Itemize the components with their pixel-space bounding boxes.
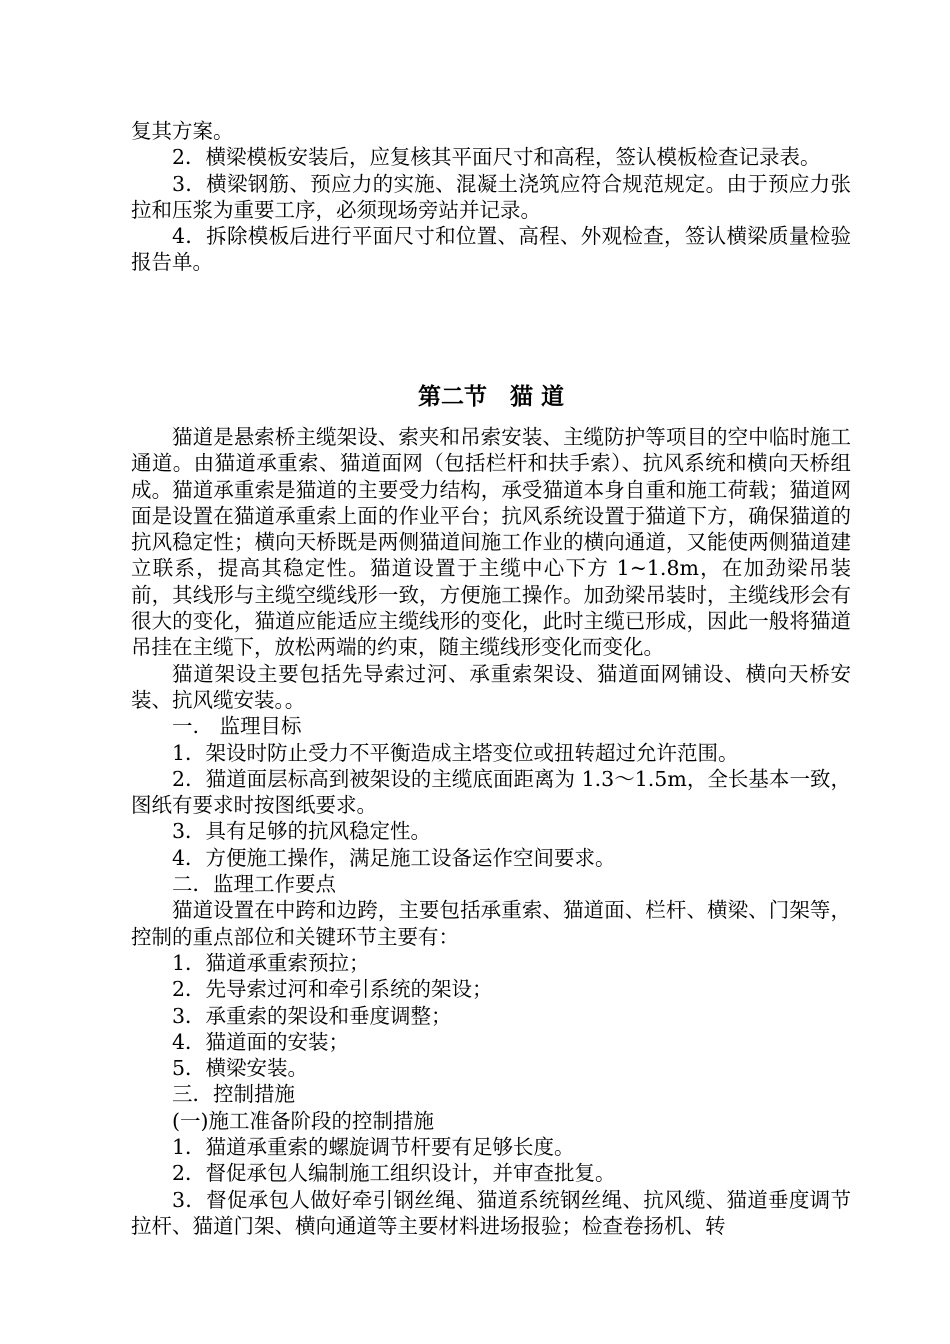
list-item: 1．猫道承重索预拉； <box>172 950 370 975</box>
list-item: 2．督促承包人编制施工组织设计，并审查批复。 <box>172 1161 616 1186</box>
section-body <box>131 424 851 1239</box>
paragraph-continuation: 复其方案。 <box>131 119 234 143</box>
paragraph-scope: 猫道架设主要包括先导索过河、承重索架设、猫道面网铺设、横向天桥安装、抗风缆安装。。 <box>131 661 851 712</box>
heading-supervision-goals: 一. 监理目标 <box>172 714 302 739</box>
list-item: 3．具有足够的抗风稳定性。 <box>172 819 432 844</box>
top-text-block <box>131 118 851 276</box>
paragraph-intro: 猫道是悬索桥主缆架设、索夹和吊索安装、主缆防护等项目的空中临时施工通道。由猫道承重索、猫道面网（包括栏杆和扶手索）、抗风系统和横向天桥组成。猫道承重索是猫道的主要受力结构，承受猫道本身自重和施工荷载；猫道网面是设置在猫道承重索上面的作业平台；抗风系统设置于猫道下方，确保猫道的抗风稳定性；横向天桥既是两侧猫道间施工作业的横向通道，又能使两侧猫道建立联系，提高其稳定性。猫道设置于主缆中心下方 1~1.8m，在加劲梁吊装前，其线形与主缆空缆线形一致，方便施工操作。加劲梁吊装时，主缆线形会有很大的变化，猫道应能适应主缆线形的变化，此时主缆已形成，因此一般将猫道吊挂在主缆下，放松两端的约束，随主缆线形变化而变化。 <box>131 425 851 660</box>
list-item: 4．方便施工操作，满足施工设备运作空间要求。 <box>172 845 616 870</box>
heading-control-measures: 三．控制措施 <box>172 1082 295 1107</box>
list-item: 1．猫道承重索的螺旋调节杆要有足够长度。 <box>172 1135 575 1160</box>
list-item: 1．架设时防止受力不平衡造成主塔变位或扭转超过允许范围。 <box>172 740 739 765</box>
paragraph-item-3: 3．横梁钢筋、预应力的实施、混凝土浇筑应符合规范规定。由于预应力张拉和压浆为重要工序，必须现场旁站并记录。 <box>131 171 851 222</box>
paragraph-item-2: 2．横梁模板安装后，应复核其平面尺寸和高程，签认模板检查记录表。 <box>172 145 821 170</box>
list-item: 4．猫道面的安装； <box>172 1029 350 1054</box>
section-title: 第二节 猫 道 <box>417 383 564 410</box>
heading-key-points: 二．监理工作要点 <box>172 872 336 897</box>
subheading-preparation-stage: (一)施工准备阶段的控制措施 <box>172 1108 434 1133</box>
list-item: 2．先导索过河和牵引系统的架设； <box>172 977 493 1002</box>
list-item: 2．猫道面层标高到被架设的主缆底面距离为 1.3～1.5m，全长基本一致，图纸有要求时按图纸要求。 <box>131 766 851 818</box>
paragraph-item-4: 4．拆除模板后进行平面尺寸和位置、高程、外观检查，签认横梁质量检验报告单。 <box>131 224 851 275</box>
paragraph-key-points: 猫道设置在中跨和边跨，主要包括承重索、猫道面、栏杆、横梁、门架等，控制的重点部位和关键环节主要有： <box>131 898 851 949</box>
list-item: 3．承重索的架设和垂度调整； <box>172 1003 452 1028</box>
list-item: 5．横梁安装。 <box>172 1056 309 1081</box>
list-item: 3．督促承包人做好牵引钢丝绳、猫道系统钢丝绳、抗风缆、猫道垂度调节拉杆、猫道门架、横向通道等主要材料进场报验；检查卷扬机、转 <box>131 1187 851 1238</box>
